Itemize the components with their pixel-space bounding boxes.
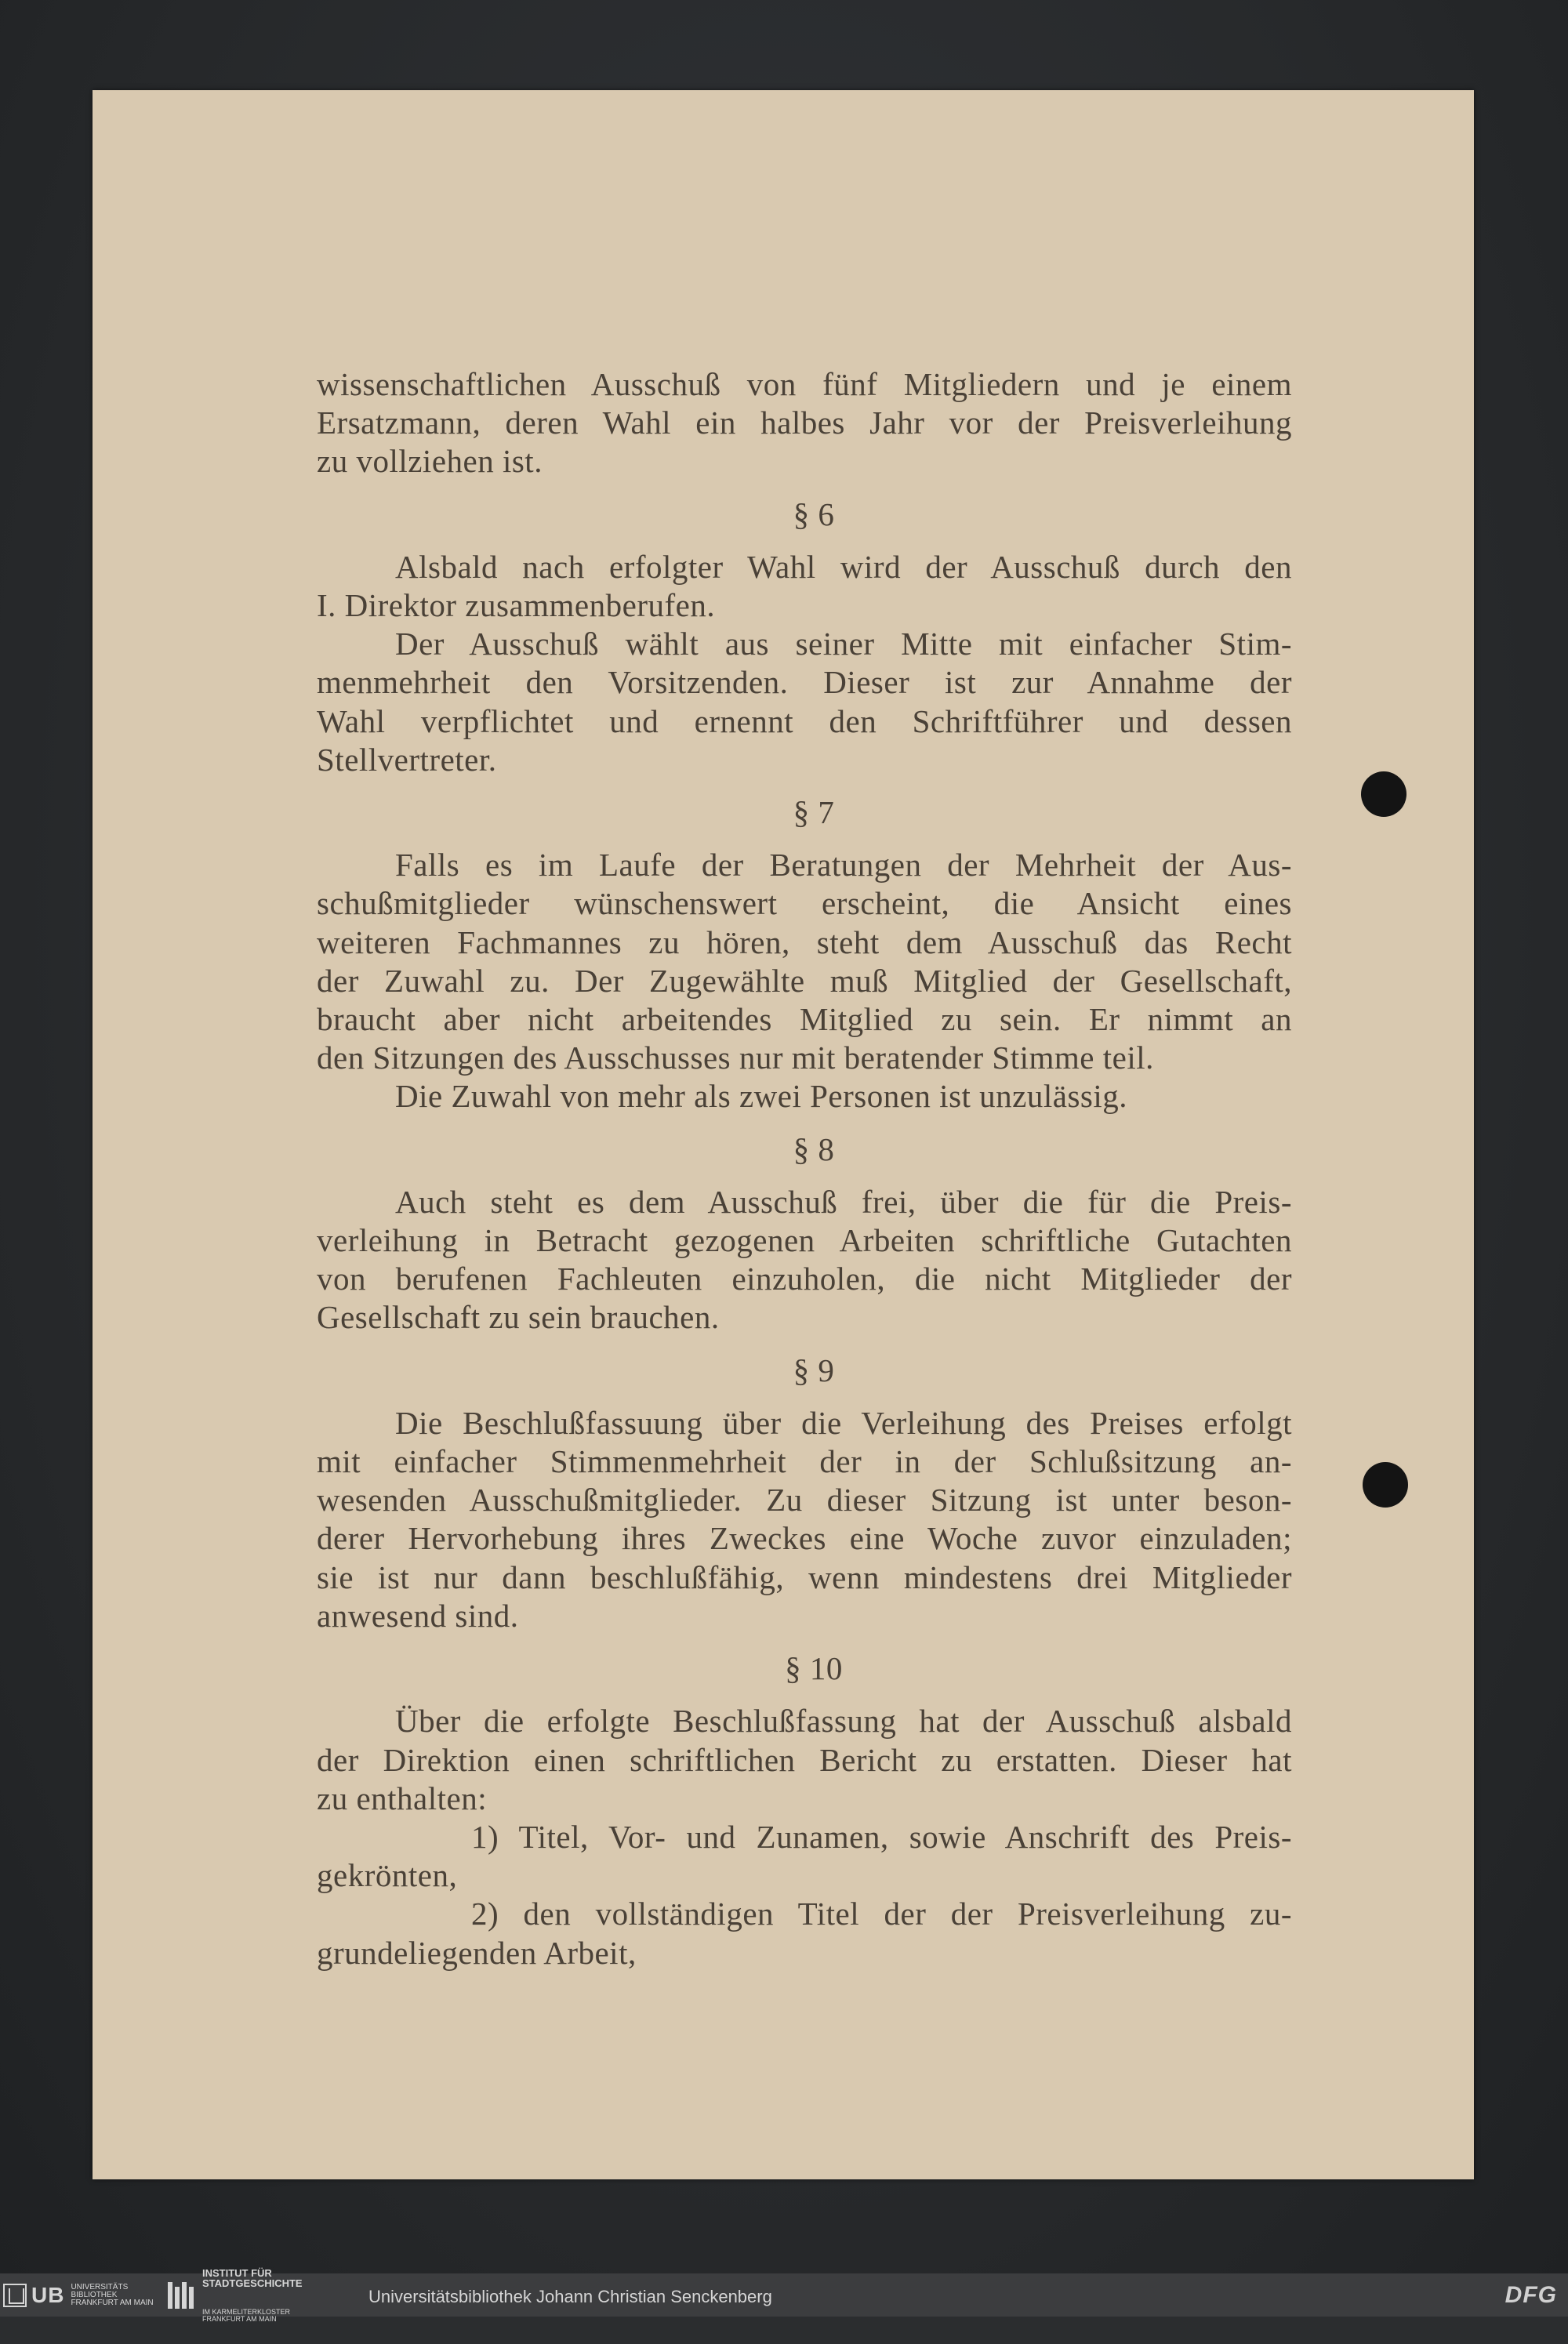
text-line: Der Ausschuß wählt aus seiner Mitte mit einfacher Stim- [395,626,1292,662]
punch-hole-top [1361,771,1406,817]
text-line: Gesellschaft zu sein brauchen. [317,1299,720,1336]
text-line: Stellvertreter. [317,741,497,778]
paragraph [317,1077,1292,1116]
isg-logo-text [202,2248,303,2343]
text-line: schußmitglieder wünschenswert erscheint, die Ansicht eines [317,885,1292,922]
text-line: verleihung in Betracht gezogenen Arbeiten schriftliche Gutachten [317,1222,1292,1259]
text-line: Die Beschlußfassuung über die Verleihung des Preises erfolgt [395,1404,1292,1441]
section-heading: § 6 [793,495,835,532]
text-line: sie ist nur dann beschlußfähig, wenn mindestens drei Mitglieder [317,1558,1292,1595]
text-line: zu vollziehen ist. [317,443,543,480]
ub-logo [3,2283,154,2308]
paragraph [317,548,1292,625]
paragraph [317,365,1292,481]
text-line: mit einfacher Stimmenmehrheit der in der Schlußsitzung an- [317,1443,1292,1480]
paragraph [317,1183,1292,1337]
text-line: anwesend sind. [317,1597,519,1634]
text-line: Die Zuwahl von mehr als zwei Personen ist unzulässig. [395,1078,1128,1115]
text-line: Auch steht es dem Ausschuß frei, über die für die Preis- [395,1183,1292,1220]
text-line: Falls es im Laufe der Beratungen der Mehrheit der Aus- [395,847,1292,884]
text-line: der Direktion einen schriftlichen Bericht zu erstatten. Dieser hat [317,1741,1292,1778]
paragraph [317,1702,1292,1818]
isg-logo-subtitle: IM KARMELITERKLOSTER FRANKFURT AM MAIN [202,2308,291,2323]
text-line: Über die erfolgte Beschlußfassung hat der Ausschuß alsbald [395,1703,1292,1740]
punch-hole-bottom [1363,1462,1408,1508]
text-line: den Sitzungen des Ausschusses nur mit beratender Stimme teil. [317,1040,1154,1076]
section-heading: § 8 [793,1130,835,1167]
isg-logo [168,2267,303,2323]
text-line: Ersatzmann, deren Wahl ein halbes Jahr vor der Preisverleihung [317,405,1292,441]
text-line: I. Direktor zusammenberufen. [317,587,716,624]
text-line: Alsbald nach erfolgter Wahl wird der Ausschuß durch den [395,548,1292,585]
ub-logo-icon [3,2284,27,2307]
footer-bar [0,2267,1568,2323]
dfg-logo: DFG [1504,2282,1557,2308]
text-line: braucht aber nicht arbeitendes Mitglied zu sein. Er nimmt an [317,1001,1292,1038]
section-heading: § 7 [793,794,835,831]
text-line: weiteren Fachmannes zu hören, steht dem Ausschuß das Recht [317,923,1292,960]
isg-logo-icon [168,2282,196,2309]
section-heading: § 10 [785,1650,843,1687]
paragraph [317,1404,1292,1635]
ub-logo-text: UB [31,2283,65,2307]
text-line: menmehrheit den Vorsitzenden. Dieser ist zur Annahme der [317,664,1292,701]
text-line: 1) Titel, Vor- und Zunamen, sowie Anschrift des Preis- [471,1818,1292,1855]
library-name: Universitätsbibliothek Johann Christian Senckenberg [368,2287,772,2306]
paragraph [317,846,1292,1077]
text-line: derer Hervorhebung ihres Zweckes eine Woche zuvor einzuladen; [317,1520,1292,1557]
paragraph [317,625,1292,779]
list-item [317,1818,1292,1895]
text-line: wesenden Ausschußmitglieder. Zu dieser Sitzung ist unter beson- [317,1482,1292,1519]
section-heading: § 9 [793,1352,835,1388]
document-text [317,365,1292,1972]
text-line: der Zuwahl zu. Der Zugewählte muß Mitglied der Gesellschaft, [317,962,1292,999]
isg-logo-title: INSTITUT FÜR STADTGESCHICHTE [202,2267,303,2289]
text-line: wissenschaftlichen Ausschuß von fünf Mitgliedern und je einem [317,366,1292,402]
text-line: Wahl verpflichtet und ernennt den Schriftführer und dessen [317,702,1292,739]
text-line: gekrönten, [317,1857,458,1894]
text-line: 2) den vollständigen Titel der der Preisverleihung zu- [471,1896,1292,1932]
text-line: von berufenen Fachleuten einzuholen, die nicht Mitglieder der [317,1261,1292,1297]
text-line: grundeliegenden Arbeit, [317,1934,637,1971]
text-line: zu enthalten: [317,1780,488,1816]
ub-logo-subtext: UNIVERSITÄTS BIBLIOTHEK FRANKFURT AM MAIN [71,2283,154,2307]
list-item [317,1895,1292,1972]
